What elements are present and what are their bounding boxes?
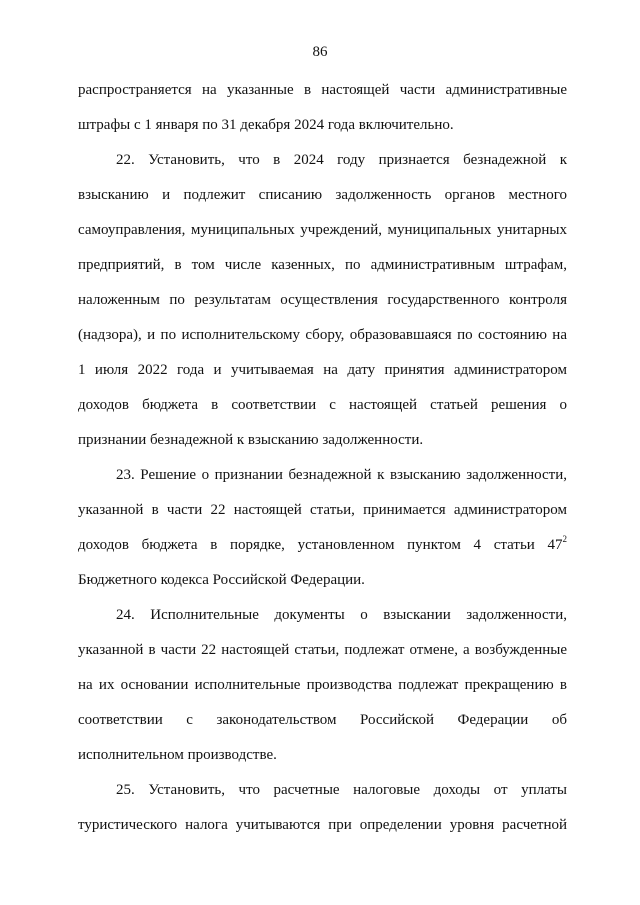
paragraph-22-start: 22. Установить, что в 2024 году признается безнадежной к <box>116 152 567 168</box>
text-line: 1 июля 2022 года и учитываемая на дату принятия администратором <box>78 362 567 378</box>
superscript-index: 2 <box>562 534 567 544</box>
paragraph-23-start: 23. Решение о признании безнадежной к взысканию задолженности, <box>116 467 567 483</box>
text-line-article-47 <box>78 535 567 555</box>
text-line-content: доходов бюджета в порядке, установленном пунктом 4 статьи 47 <box>78 537 563 553</box>
text-line: указанной в части 22 настоящей статьи, подлежат отмене, а возбужденные <box>78 642 567 658</box>
page-number: 86 <box>312 44 328 60</box>
text-line: на их основании исполнительные производства подлежат прекращению в <box>78 677 567 693</box>
text-line: штрафы с 1 января по 31 декабря 2024 года включительно. <box>78 117 454 133</box>
text-line: туристического налога учитываются при определении уровня расчетной <box>78 817 567 833</box>
text-line: Бюджетного кодекса Российской Федерации. <box>78 572 365 588</box>
text-line: доходов бюджета в соответствии с настоящей статьей решения о <box>78 397 567 413</box>
text-line: признании безнадежной к взысканию задолженности. <box>78 432 424 448</box>
paragraph-25-start: 25. Установить, что расчетные налоговые доходы от уплаты <box>116 782 567 798</box>
text-line: самоуправления, муниципальных учреждений, муниципальных унитарных <box>78 222 567 238</box>
text-line: (надзора), и по исполнительскому сбору, образовавшаяся по состоянию на <box>78 327 567 343</box>
text-line: соответствии с законодательством Российской Федерации об <box>78 712 567 728</box>
text-line: распространяется на указанные в настоящей части административные <box>78 82 567 98</box>
paragraph-24-start: 24. Исполнительные документы о взыскании задолженности, <box>116 607 567 623</box>
text-line: наложенным по результатам осуществления государственного контроля <box>78 292 567 308</box>
text-line: взысканию и подлежит списанию задолженность органов местного <box>78 187 567 203</box>
text-line: исполнительном производстве. <box>78 747 277 763</box>
text-line: указанной в части 22 настоящей статьи, принимается администратором <box>78 502 567 518</box>
text-line: предприятий, в том числе казенных, по административным штрафам, <box>78 257 567 273</box>
